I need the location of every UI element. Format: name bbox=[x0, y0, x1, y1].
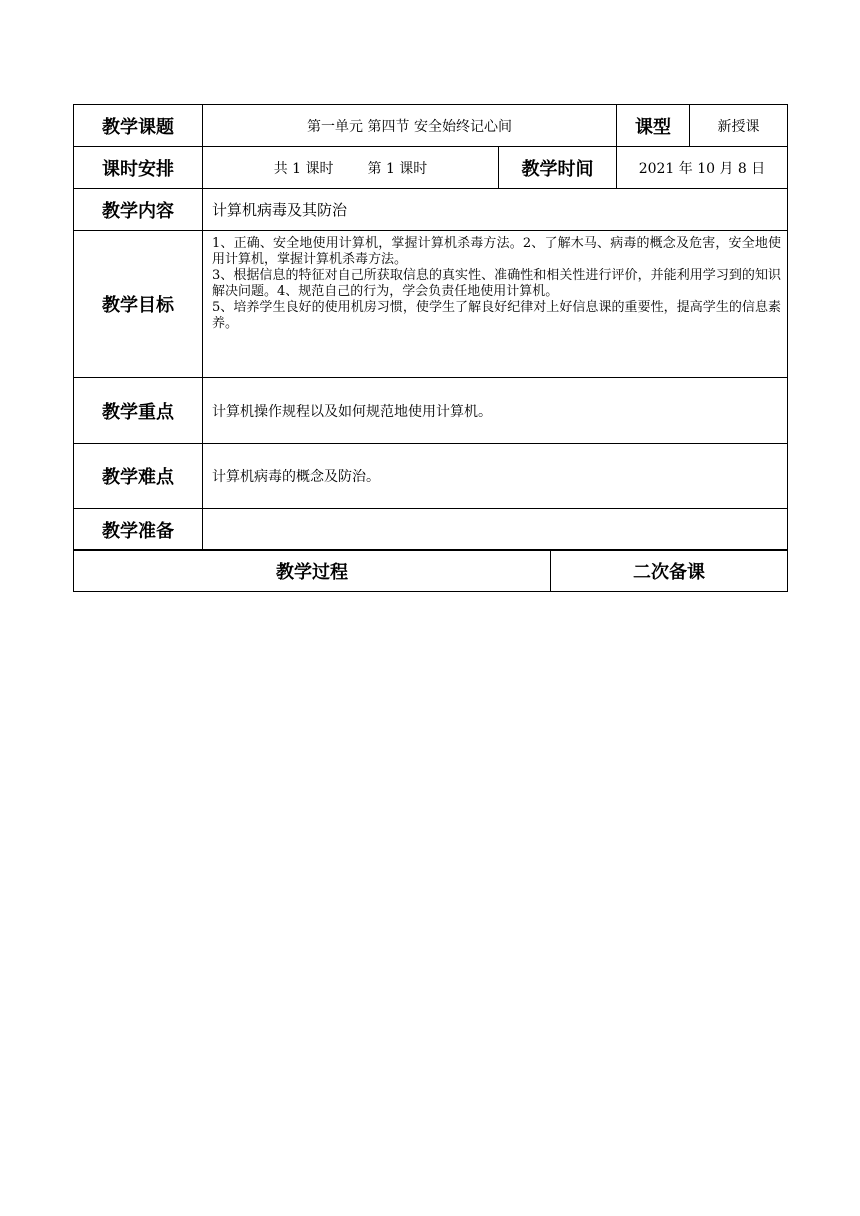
schedule-current: 第 1 课时 bbox=[367, 160, 428, 177]
objective-item: 5、培养学生良好的使用机房习惯，使学生了解良好纪律对上好信息课的重要性，提高学生的信息素养。 bbox=[212, 300, 781, 331]
process-header-table bbox=[73, 549, 788, 592]
schedule-label: 课时安排 bbox=[74, 147, 203, 189]
type-value: 新授课 bbox=[690, 105, 788, 147]
preparation-label: 教学准备 bbox=[74, 509, 203, 551]
second-prep-label: 二次备课 bbox=[551, 550, 788, 592]
keypoints-row bbox=[74, 378, 788, 444]
keypoints-value: 计算机操作规程以及如何规范地使用计算机。 bbox=[203, 378, 788, 444]
content-value: 计算机病毒及其防治 bbox=[203, 189, 788, 231]
content-label: 教学内容 bbox=[74, 189, 203, 231]
topic-row bbox=[74, 105, 788, 147]
process-header-row bbox=[74, 550, 788, 592]
difficulties-label: 教学难点 bbox=[74, 444, 203, 509]
keypoints-label: 教学重点 bbox=[74, 378, 203, 444]
schedule-row bbox=[74, 147, 788, 189]
preparation-row bbox=[74, 509, 788, 551]
type-label: 课型 bbox=[617, 105, 690, 147]
difficulties-row bbox=[74, 444, 788, 509]
process-label: 教学过程 bbox=[74, 550, 551, 592]
time-label: 教学时间 bbox=[499, 147, 617, 189]
objectives-row bbox=[74, 231, 788, 378]
objectives-value bbox=[203, 231, 788, 378]
objective-item: 3、根据信息的特征对自己所获取信息的真实性、准确性和相关性进行评价，并能利用学习到的知识解决问题。4、规范自己的行为，学会负责任地使用计算机。 bbox=[212, 268, 781, 299]
difficulties-value: 计算机病毒的概念及防治。 bbox=[203, 444, 788, 509]
time-value: 2021 年 10 月 8 日 bbox=[617, 147, 788, 189]
content-row bbox=[74, 189, 788, 231]
objectives-label: 教学目标 bbox=[74, 231, 203, 378]
topic-label: 教学课题 bbox=[74, 105, 203, 147]
objective-item: 1、正确、安全地使用计算机，掌握计算机杀毒方法。2、了解木马、病毒的概念及危害，安全地使用计算机，掌握计算机杀毒方法。 bbox=[212, 236, 781, 267]
lesson-plan-table bbox=[73, 104, 788, 551]
schedule-value bbox=[203, 147, 499, 189]
topic-value: 第一单元 第四节 安全始终记心间 bbox=[203, 105, 617, 147]
preparation-value bbox=[203, 509, 788, 551]
schedule-total: 共 1 课时 bbox=[273, 160, 334, 177]
